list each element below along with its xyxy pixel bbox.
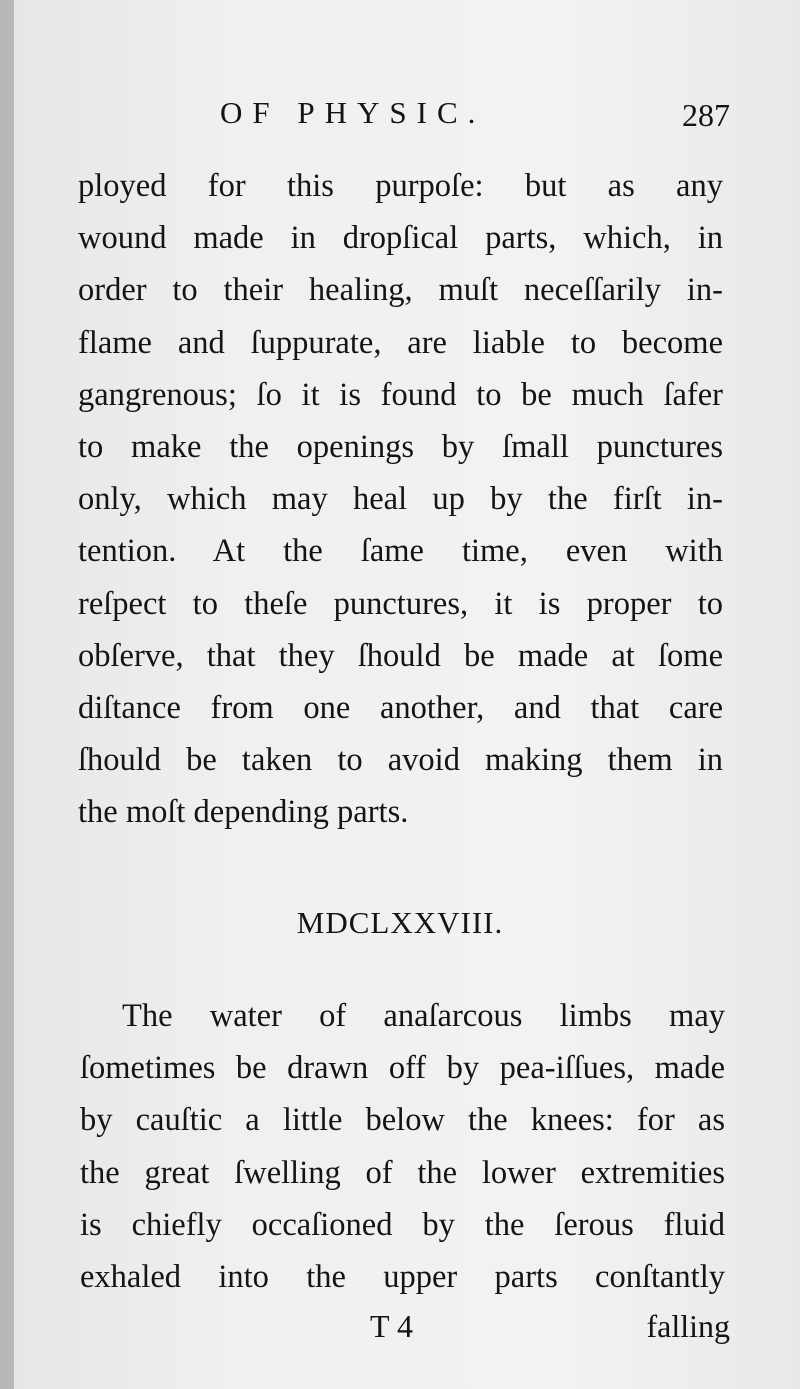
text-line: by cauſtic a little below the knees: for as: [80, 1102, 725, 1139]
text-line: reſpect to theſe punctures, it is proper to: [78, 585, 723, 622]
text-line: is chiefly occaſioned by the ſerous fluid: [80, 1206, 725, 1243]
page-number: 287: [682, 97, 730, 133]
text-line: exhaled into the upper parts conſtantly: [80, 1258, 725, 1295]
page-edge: [0, 0, 14, 1389]
page-header: [70, 95, 730, 145]
paragraph-2: [80, 990, 725, 1303]
text-line: only, which may heal up by the firſt in-: [78, 481, 723, 518]
text-line: wound made in dropſical parts, which, in: [78, 220, 723, 257]
text-line: gangrenous; ſo it is found to be much ſafer: [78, 376, 723, 413]
text-line: ſhould be taken to avoid making them in: [78, 742, 723, 779]
text-line: diſtance from one another, and that care: [78, 689, 723, 726]
text-line: the great ſwelling of the lower extremities: [80, 1154, 725, 1191]
paragraph-1: [78, 160, 723, 838]
running-head: OF PHYSIC.: [220, 95, 486, 130]
text-line: to make the openings by ſmall punctures: [78, 428, 723, 465]
text-line: the moſt depending parts.: [78, 794, 409, 831]
text-line: flame and ſuppurate, are liable to become: [78, 324, 723, 361]
text-line: tention. At the ſame time, even with: [78, 533, 723, 570]
page-footer: [80, 1308, 730, 1358]
text-line: obſerve, that they ſhould be made at ſome: [78, 637, 723, 674]
signature-mark: T 4: [370, 1308, 413, 1344]
text-line: ployed for this purpoſe: but as any: [78, 168, 723, 204]
text-line: ſometimes be drawn off by pea-iſſues, made: [80, 1050, 725, 1087]
text-line: The water of anaſarcous limbs may: [122, 998, 725, 1034]
catchword: falling: [646, 1308, 730, 1344]
text-line: order to their healing, muſt neceſſarily in-: [78, 272, 723, 309]
section-heading: MDCLXXVIII.: [296, 905, 504, 940]
